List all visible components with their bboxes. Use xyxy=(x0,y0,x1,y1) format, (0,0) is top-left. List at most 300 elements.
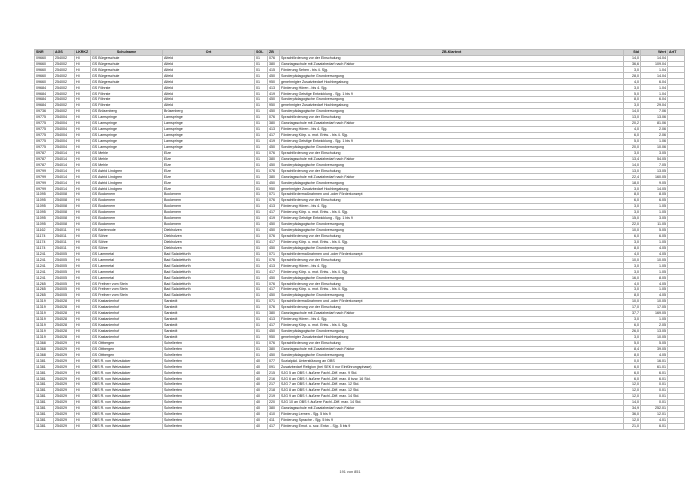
cell-ort: Elze xyxy=(163,150,255,156)
cell-sgl: 01 xyxy=(255,97,268,103)
cell-ags: 254002 xyxy=(54,61,75,67)
cell-std: 3,0 xyxy=(624,239,641,245)
cell-lkrkz: HI xyxy=(75,423,91,429)
cell-std: 3,0 xyxy=(624,150,641,156)
cell-std: 3,0 xyxy=(624,67,641,73)
cell-wert: 17.05 xyxy=(641,304,668,310)
cell-wert: 61.01 xyxy=(641,364,668,370)
cell-sgl: 01 xyxy=(255,168,268,174)
cell-snr: 11381 xyxy=(35,423,54,429)
cell-sgl: 40 xyxy=(255,417,268,423)
cell-ags: 254008 xyxy=(54,209,75,215)
cell-wert: 4.05 xyxy=(641,251,668,257)
cell-zb-klartext: Förderung Hören - bis 4. Sjg. xyxy=(280,263,624,269)
cell-std: 17,0 xyxy=(624,304,641,310)
cell-zb-klartext: genehmigter Zusatzbedarf Hochbegabung xyxy=(280,79,624,85)
cell-sgl: 01 xyxy=(255,61,268,67)
cell-ags: 254029 xyxy=(54,388,75,394)
cell-zb-klartext: Ganztagsschule mit Zusatzbedarf nach Faktor xyxy=(280,310,624,316)
cell-std: 8,0 xyxy=(624,293,641,299)
cell-ags: 254029 xyxy=(54,370,75,376)
cell-schulname: GS Lamspringe xyxy=(91,138,163,144)
cell-zb: 076 xyxy=(268,257,280,263)
cell-ags: 254029 xyxy=(54,423,75,429)
cell-zb-klartext: Ganztagsschule mit Zusatzbedarf nach Faktor xyxy=(280,61,624,67)
cell-schulname: OBS R. von Weizsäcker xyxy=(91,364,163,370)
cell-snr: 11381 xyxy=(35,358,54,364)
cell-ags: 254014 xyxy=(54,162,75,168)
header-artt: ArtT xyxy=(668,50,685,56)
cell-zb-klartext: Zusatzbedarf Religion (bei SEK II nur Einführungsphase) xyxy=(280,364,624,370)
cell-sgl: 01 xyxy=(255,304,268,310)
cell-wert: 13.06 xyxy=(641,114,668,120)
cell-schulname: OBS R. von Weizsäcker xyxy=(91,388,163,394)
cell-zb: 450 xyxy=(268,275,280,281)
cell-sgl: 01 xyxy=(255,174,268,180)
cell-ags: 254002 xyxy=(54,103,75,109)
cell-zb: 415 xyxy=(268,67,280,73)
cell-schulname: GS Kastanienhof xyxy=(91,328,163,334)
cell-zb: 218 xyxy=(268,388,280,394)
cell-wert: 6.01 xyxy=(641,376,668,382)
cell-lkrkz: HI xyxy=(75,204,91,210)
cell-ort: Lamspringe xyxy=(163,132,255,138)
cell-std: 3,0 xyxy=(624,85,641,91)
cell-zb-klartext: Ganztagsschule mit Zusatzbedarf nach Faktor xyxy=(280,346,624,352)
cell-ags: 254014 xyxy=(54,186,75,192)
cell-zb-klartext: Sonderpädagogische Grundversorgung xyxy=(280,162,624,168)
cell-zb: 950 xyxy=(268,334,280,340)
cell-lkrkz: HI xyxy=(75,411,91,417)
cell-lkrkz: HI xyxy=(75,198,91,204)
cell-wert: 4.05 xyxy=(641,245,668,251)
cell-ort: Lamspringe xyxy=(163,138,255,144)
cell-zb: 450 xyxy=(268,73,280,79)
cell-std: 28,0 xyxy=(624,73,641,79)
cell-snr: 09684 xyxy=(35,103,54,109)
header-schulname: Schulname xyxy=(91,50,163,56)
cell-std: 10,0 xyxy=(624,257,641,263)
cell-ort: Elze xyxy=(163,174,255,180)
cell-zb-klartext: Sonderpädagogische Grundversorgung xyxy=(280,352,624,358)
cell-std: 8,4 xyxy=(624,346,641,352)
cell-snr: 11381 xyxy=(35,364,54,370)
cell-sgl: 01 xyxy=(255,316,268,322)
cell-snr: 11241 xyxy=(35,263,54,269)
cell-snr: 11265 xyxy=(35,293,54,299)
cell-snr: 11381 xyxy=(35,411,54,417)
cell-schulname: GS Kastanienhof xyxy=(91,322,163,328)
cell-ags: 254028 xyxy=(54,310,75,316)
cell-schulname: GS Bürgerschule xyxy=(91,67,163,73)
cell-std: 14,0 xyxy=(624,55,641,61)
cell-snr: 11319 xyxy=(35,328,54,334)
cell-zb: 419 xyxy=(268,138,280,144)
cell-lkrkz: HI xyxy=(75,334,91,340)
cell-sgl: 01 xyxy=(255,245,268,251)
cell-lkrkz: HI xyxy=(75,85,91,91)
cell-snr: 11368 xyxy=(35,352,54,358)
cell-std: 14,0 xyxy=(624,162,641,168)
cell-wert: 4.05 xyxy=(641,281,668,287)
cell-zb: 219 xyxy=(268,394,280,400)
cell-sgl: 40 xyxy=(255,423,268,429)
cell-wert: 169.05 xyxy=(641,310,668,316)
cell-schulname: GS Bürgerschule xyxy=(91,61,163,67)
cell-sgl: 01 xyxy=(255,73,268,79)
cell-snr: 11381 xyxy=(35,382,54,388)
cell-snr: 09799 xyxy=(35,168,54,174)
cell-ags: 254029 xyxy=(54,399,75,405)
cell-zb-klartext: Ganztagsschule mit Zusatzbedarf nach Faktor xyxy=(280,174,624,180)
cell-zb: 076 xyxy=(268,340,280,346)
cell-sgl: 01 xyxy=(255,275,268,281)
cell-ags: 254002 xyxy=(54,85,75,91)
cell-ags: 254008 xyxy=(54,192,75,198)
cell-snr: 09775 xyxy=(35,120,54,126)
cell-ort: Schellerten xyxy=(163,364,255,370)
cell-wert: 160.05 xyxy=(641,174,668,180)
cell-ort: Sarstedt xyxy=(163,304,255,310)
header-zb-klartext: ZB-Klartext xyxy=(280,50,624,56)
cell-ort: Sarstedt xyxy=(163,322,255,328)
cell-lkrkz: HI xyxy=(75,245,91,251)
cell-schulname: OBS R. von Weizsäcker xyxy=(91,376,163,382)
cell-std: 37,7 xyxy=(624,310,641,316)
cell-wert: 2.06 xyxy=(641,132,668,138)
cell-snr: 11381 xyxy=(35,417,54,423)
cell-std: 10,0 xyxy=(624,299,641,305)
cell-zb: 413 xyxy=(268,316,280,322)
cell-zb-klartext: Sprachförderung vor der Einschulung xyxy=(280,114,624,120)
cell-snr: 09660 xyxy=(35,79,54,85)
cell-wert: 109.04 xyxy=(641,61,668,67)
cell-ort: Schellerten xyxy=(163,346,255,352)
cell-ort: Sarstedt xyxy=(163,299,255,305)
cell-std: 12,0 xyxy=(624,394,641,400)
cell-zb: 220 xyxy=(268,399,280,405)
cell-std: 10,0 xyxy=(624,227,641,233)
cell-ort: Sarstedt xyxy=(163,328,255,334)
cell-zb-klartext: Förderung Sprache - Sjg. 5 bis 9 xyxy=(280,417,624,423)
cell-snr: 11368 xyxy=(35,340,54,346)
cell-wert: 13.05 xyxy=(641,328,668,334)
cell-std: 4,0 xyxy=(624,79,641,85)
cell-zb-klartext: SJG 9 an OBS f. äußere Fachl.-Diff. max. 14 Std. xyxy=(280,394,624,400)
cell-sgl: 01 xyxy=(255,233,268,239)
cell-ags: 254004 xyxy=(54,138,75,144)
cell-std: 18,0 xyxy=(624,180,641,186)
cell-ort: Bad Salzdetfurth xyxy=(163,257,255,263)
cell-ags: 254002 xyxy=(54,97,75,103)
cell-schulname: GS Kastanienhof xyxy=(91,299,163,305)
cell-sgl: 01 xyxy=(255,144,268,150)
cell-lkrkz: HI xyxy=(75,376,91,382)
cell-schulname: GS Föhrste xyxy=(91,97,163,103)
cell-zb-klartext: Sprachfördermaßnahmen und -oder Förderkonzept xyxy=(280,192,624,198)
cell-ags: 254004 xyxy=(54,126,75,132)
cell-lkrkz: HI xyxy=(75,174,91,180)
cell-wert: 7.05 xyxy=(641,162,668,168)
cell-ags: 254008 xyxy=(54,204,75,210)
cell-ort: Diekholzen xyxy=(163,239,255,245)
cell-schulname: GS Astrid Lindgren xyxy=(91,174,163,180)
cell-ags: 254008 xyxy=(54,198,75,204)
cell-ort: Sarstedt xyxy=(163,334,255,340)
cell-ort: Lamspringe xyxy=(163,144,255,150)
cell-ags: 254005 xyxy=(54,263,75,269)
cell-wert: 81.06 xyxy=(641,120,668,126)
cell-zb: 450 xyxy=(268,293,280,299)
cell-std: 22,0 xyxy=(624,221,641,227)
cell-zb: 216 xyxy=(268,376,280,382)
cell-zb: 417 xyxy=(268,423,280,429)
cell-ort: Elze xyxy=(163,156,255,162)
cell-sgl: 01 xyxy=(255,103,268,109)
cell-sgl: 01 xyxy=(255,180,268,186)
cell-lkrkz: HI xyxy=(75,370,91,376)
cell-std: 12,0 xyxy=(624,417,641,423)
cell-schulname: GS Lamspringe xyxy=(91,132,163,138)
cell-lkrkz: HI xyxy=(75,209,91,215)
cell-zb-klartext: Sprachfördermaßnahmen und -oder Förderkonzept xyxy=(280,251,624,257)
cell-std: 26,0 xyxy=(624,328,641,334)
cell-zb: 077 xyxy=(268,358,280,364)
cell-lkrkz: HI xyxy=(75,239,91,245)
cell-snr: 09660 xyxy=(35,55,54,61)
cell-wert: 7.06 xyxy=(641,109,668,115)
cell-ags: 254005 xyxy=(54,269,75,275)
cell-ags: 254008 xyxy=(54,215,75,221)
cell-schulname: GS Lamspringe xyxy=(91,114,163,120)
cell-wert: 4.01 xyxy=(641,417,668,423)
cell-schulname: GS Astrid Lindgren xyxy=(91,180,163,186)
cell-ags: 254014 xyxy=(54,180,75,186)
cell-ags: 254004 xyxy=(54,114,75,120)
cell-ags: 254014 xyxy=(54,174,75,180)
cell-zb-klartext: SJG 5 an OBS f. äußere Fachl.-Diff. max. 9 Std. xyxy=(280,370,624,376)
cell-lkrkz: HI xyxy=(75,67,91,73)
table-row xyxy=(35,423,685,429)
cell-ags: 254029 xyxy=(54,352,75,358)
cell-std: 5,0 xyxy=(624,340,641,346)
cell-lkrkz: HI xyxy=(75,417,91,423)
cell-schulname: GS Ottbergen xyxy=(91,340,163,346)
cell-zb: 450 xyxy=(268,221,280,227)
cell-zb-klartext: genehmigter Zusatzbedarf Hochbegabung xyxy=(280,334,624,340)
cell-zb: 450 xyxy=(268,144,280,150)
cell-schulname: GS Bockenem xyxy=(91,209,163,215)
cell-zb-klartext: Sprachförderung vor der Einschulung xyxy=(280,233,624,239)
cell-ags: 254028 xyxy=(54,316,75,322)
cell-lkrkz: HI xyxy=(75,114,91,120)
cell-zb: 413 xyxy=(268,126,280,132)
cell-lkrkz: HI xyxy=(75,192,91,198)
cell-lkrkz: HI xyxy=(75,275,91,281)
cell-lkrkz: HI xyxy=(75,281,91,287)
cell-ags: 254028 xyxy=(54,322,75,328)
cell-snr: 09787 xyxy=(35,162,54,168)
cell-std: 5,0 xyxy=(624,91,641,97)
cell-snr: 09799 xyxy=(35,174,54,180)
cell-snr: 11319 xyxy=(35,299,54,305)
cell-ort: Alfeld xyxy=(163,91,255,97)
cell-schulname: GS Föhrste xyxy=(91,103,163,109)
cell-std: 14,0 xyxy=(624,399,641,405)
cell-schulname: GS Lamspringe xyxy=(91,144,163,150)
cell-ort: Bad Salzdetfurth xyxy=(163,263,255,269)
cell-ort: Sarstedt xyxy=(163,310,255,316)
cell-schulname: GS Bockenem xyxy=(91,215,163,221)
cell-lkrkz: HI xyxy=(75,263,91,269)
cell-ort: Bad Salzdetfurth xyxy=(163,281,255,287)
cell-schulname: OBS R. von Weizsäcker xyxy=(91,411,163,417)
cell-ort: Alfeld xyxy=(163,67,255,73)
cell-zb-klartext: Sprachförderung vor der Einschulung xyxy=(280,281,624,287)
cell-zb: 380 xyxy=(268,174,280,180)
cell-lkrkz: HI xyxy=(75,394,91,400)
cell-snr: 09775 xyxy=(35,114,54,120)
cell-ags: 254002 xyxy=(54,55,75,61)
cell-ort: Lamspringe xyxy=(163,120,255,126)
cell-schulname: GS Lamspringe xyxy=(91,126,163,132)
cell-schulname: OBS R. von Weizsäcker xyxy=(91,405,163,411)
cell-std: 3,0 xyxy=(624,209,641,215)
cell-ags: 254002 xyxy=(54,109,75,115)
cell-ort: Schellerten xyxy=(163,370,255,376)
cell-lkrkz: HI xyxy=(75,79,91,85)
cell-snr: 11174 xyxy=(35,239,54,245)
cell-ags: 254029 xyxy=(54,376,75,382)
cell-ort: Schellerten xyxy=(163,417,255,423)
cell-snr: 11368 xyxy=(35,346,54,352)
cell-std: 3,0 xyxy=(624,186,641,192)
cell-ags: 254002 xyxy=(54,79,75,85)
cell-wert: 3.05 xyxy=(641,150,668,156)
cell-zb-klartext: Förderung Körp. u. mot. Entw. - bis 4. Sjg. xyxy=(280,132,624,138)
cell-ort: Bad Salzdetfurth xyxy=(163,287,255,293)
cell-schulname: GS Söhre xyxy=(91,239,163,245)
cell-lkrkz: HI xyxy=(75,180,91,186)
cell-snr: 11319 xyxy=(35,310,54,316)
cell-zb-klartext: Sprachfördermaßnahmen und -oder Förderkonzept xyxy=(280,299,624,305)
cell-zb: 417 xyxy=(268,209,280,215)
header-wert: Wert xyxy=(641,50,668,56)
cell-zb-klartext: Sprachförderung vor der Einschulung xyxy=(280,304,624,310)
cell-ags: 254002 xyxy=(54,67,75,73)
cell-wert: 252.01 xyxy=(641,405,668,411)
cell-std: 36,6 xyxy=(624,61,641,67)
header-sgl: SGL xyxy=(255,50,268,56)
cell-lkrkz: HI xyxy=(75,251,91,257)
cell-wert: 6.04 xyxy=(641,97,668,103)
cell-zb: 071 xyxy=(268,192,280,198)
cell-ags: 254029 xyxy=(54,411,75,417)
cell-wert: 2.06 xyxy=(641,126,668,132)
cell-zb: 417 xyxy=(268,287,280,293)
cell-ags: 254005 xyxy=(54,275,75,281)
cell-ort: Sarstedt xyxy=(163,316,255,322)
cell-zb-klartext: Förderung Hören - bis 4. Sjg. xyxy=(280,85,624,91)
cell-zb-klartext: Sprachförderung vor der Einschulung xyxy=(280,198,624,204)
cell-sgl: 01 xyxy=(255,91,268,97)
cell-snr: 09775 xyxy=(35,138,54,144)
cell-ort: Bockenem xyxy=(163,198,255,204)
cell-schulname: GS Astrid Lindgren xyxy=(91,186,163,192)
cell-lkrkz: HI xyxy=(75,132,91,138)
table-body xyxy=(35,55,685,429)
cell-ags: 254004 xyxy=(54,144,75,150)
cell-lkrkz: HI xyxy=(75,340,91,346)
cell-wert: 6.05 xyxy=(641,233,668,239)
cell-schulname: GS Bürgerschule xyxy=(91,55,163,61)
cell-sgl: 01 xyxy=(255,293,268,299)
cell-wert: 10.06 xyxy=(641,144,668,150)
cell-zb: 450 xyxy=(268,97,280,103)
cell-zb-klartext: Sonderpädagogische Grundversorgung xyxy=(280,293,624,299)
cell-zb: 076 xyxy=(268,233,280,239)
cell-zb: 417 xyxy=(268,269,280,275)
cell-zb: 380 xyxy=(268,61,280,67)
cell-std: 15,0 xyxy=(624,215,641,221)
cell-lkrkz: HI xyxy=(75,293,91,299)
cell-ort: Bad Salzdetfurth xyxy=(163,251,255,257)
cell-snr: 11241 xyxy=(35,275,54,281)
cell-zb-klartext: SJG 7 an OBS f. äußere Fachl.-Diff. max. 12 Std. xyxy=(280,382,624,388)
cell-ags: 254028 xyxy=(54,328,75,334)
cell-ort: Bockenem xyxy=(163,215,255,221)
cell-std: 5,0 xyxy=(624,138,641,144)
cell-lkrkz: HI xyxy=(75,352,91,358)
cell-snr: 09684 xyxy=(35,91,54,97)
cell-wert: 1.04 xyxy=(641,85,668,91)
cell-zb-klartext: Förderung Emot. u. soz. Entw. - Sjg. 5 bis 9 xyxy=(280,423,624,429)
cell-zb-klartext: Förderung Lernen - Sjg. 5 bis 9 xyxy=(280,411,624,417)
cell-wert: 10.05 xyxy=(641,334,668,340)
cell-schulname: OBS R. von Weizsäcker xyxy=(91,382,163,388)
cell-schulname: GS Föhrste xyxy=(91,91,163,97)
cell-schulname: GS Astrid Lindgren xyxy=(91,168,163,174)
cell-wert: 5.05 xyxy=(641,340,668,346)
cell-std: 20,0 xyxy=(624,144,641,150)
cell-wert: 16.01 xyxy=(641,358,668,364)
cell-lkrkz: HI xyxy=(75,221,91,227)
cell-zb-klartext: Sonderpädagogische Grundversorgung xyxy=(280,245,624,251)
cell-snr: 11095 xyxy=(35,215,54,221)
cell-lkrkz: HI xyxy=(75,405,91,411)
cell-ags: 254005 xyxy=(54,293,75,299)
cell-ort: Diekholzen xyxy=(163,233,255,239)
cell-zb: 380 xyxy=(268,346,280,352)
cell-zb: 450 xyxy=(268,328,280,334)
cell-wert: 8.05 xyxy=(641,192,668,198)
cell-zb-klartext: Sonderpädagogische Grundversorgung xyxy=(280,221,624,227)
cell-zb: 071 xyxy=(268,299,280,305)
cell-wert: 1.06 xyxy=(641,138,668,144)
cell-wert: 4.05 xyxy=(641,352,668,358)
cell-lkrkz: HI xyxy=(75,162,91,168)
cell-wert: 13.05 xyxy=(641,168,668,174)
header-std: Std xyxy=(624,50,641,56)
cell-ort: Bad Salzdetfurth xyxy=(163,293,255,299)
cell-wert: 6.01 xyxy=(641,423,668,429)
cell-sgl: 40 xyxy=(255,364,268,370)
cell-schulname: GS Bockenem xyxy=(91,204,163,210)
cell-lkrkz: HI xyxy=(75,316,91,322)
cell-schulname: GS Barienrode xyxy=(91,227,163,233)
cell-std: 13,0 xyxy=(624,168,641,174)
cell-sgl: 40 xyxy=(255,382,268,388)
